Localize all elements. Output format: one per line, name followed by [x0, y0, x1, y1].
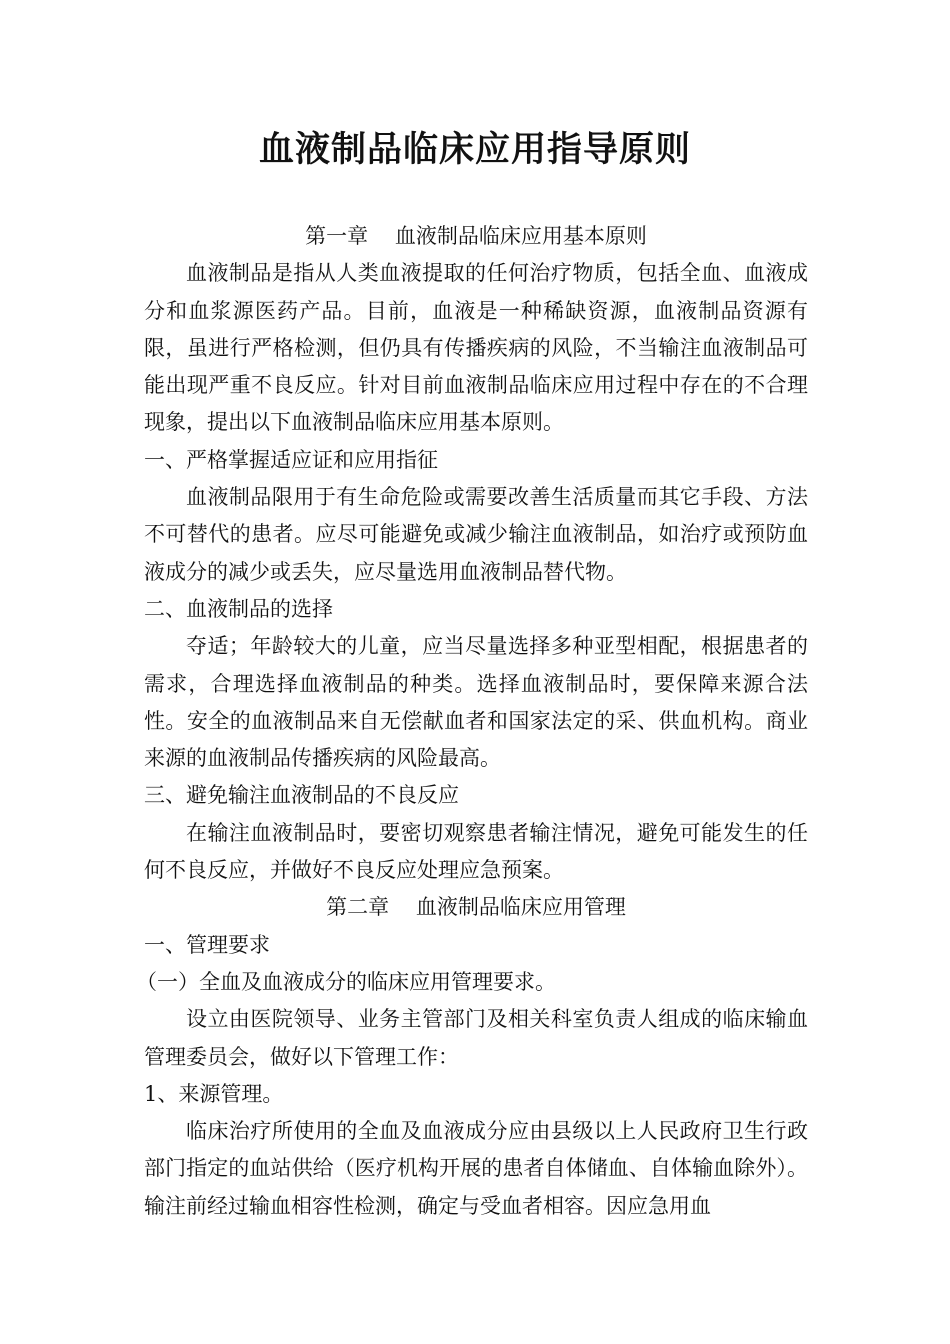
chapter-2-subsection-1-paragraph: 设立由医院领导、业务主管部门及相关科室负责人组成的临床输血管理委员会，做好以下管理工作： [144, 1007, 808, 1069]
chapter-2-subsection-1-heading: （一）全血及血液成分的临床应用管理要求。 [136, 969, 556, 994]
item-1-heading: 1、来源管理。 [144, 1081, 284, 1106]
document-title: 血液制品临床应用指导原则 [258, 129, 691, 170]
item-1-paragraph: 临床治疗所使用的全血及血液成分应由县级以上人民政府卫生行政部门指定的血站供给（医疗机构开展的患者自体储血、自体输血除外）。输注前经过输血相容性检测，确定与受血者相容。因应急用血 [144, 1119, 808, 1218]
chapter-1-title: 第一章 血液制品临床应用基本原则 [305, 224, 647, 248]
section-1-paragraph: 血液制品限用于有生命危险或需要改善生活质量而其它手段、方法不可替代的患者。应尽可能避免或减少输注血液制品，如治疗或预防血液成分的减少或丢失，应尽量选用血液制品替代物。 [144, 485, 808, 584]
section-3-heading: 三、避免输注血液制品的不良反应 [144, 783, 459, 808]
chapter-1-intro-paragraph: 血液制品是指从人类血液提取的任何治疗物质，包括全血、血液成分和血浆源医药产品。目前，血液是一种稀缺资源，血液制品资源有限，虽进行严格检测，但仍具有传播疾病的风险，不当输注血液制品可能出现严重不良反应。针对目前血液制品临床应用过程中存在的不合理现象，提出以下血液制品临床应用基本原则。 [144, 261, 808, 435]
section-2-heading: 二、血液制品的选择 [144, 596, 333, 621]
document-body [136, 218, 808, 1225]
chapter-2-title: 第二章 血液制品临床应用管理 [326, 895, 626, 920]
section-1-heading: 一、严格掌握适应证和应用指征 [144, 447, 438, 472]
chapter-2-section-1-heading: 一、管理要求 [144, 932, 270, 957]
section-2-paragraph: 夺适；年龄较大的儿童，应当尽量选择多种亚型相配，根据患者的需求，合理选择血液制品的种类。选择血液制品时，要保障来源合法性。安全的血液制品来自无偿献血者和国家法定的采、供血机构。商业来源的血液制品传播疾病的风险最高。 [144, 634, 808, 771]
section-3-paragraph: 在输注血液制品时，要密切观察患者输注情况，避免可能发生的任何不良反应，并做好不良反应处理应急预案。 [144, 820, 808, 883]
